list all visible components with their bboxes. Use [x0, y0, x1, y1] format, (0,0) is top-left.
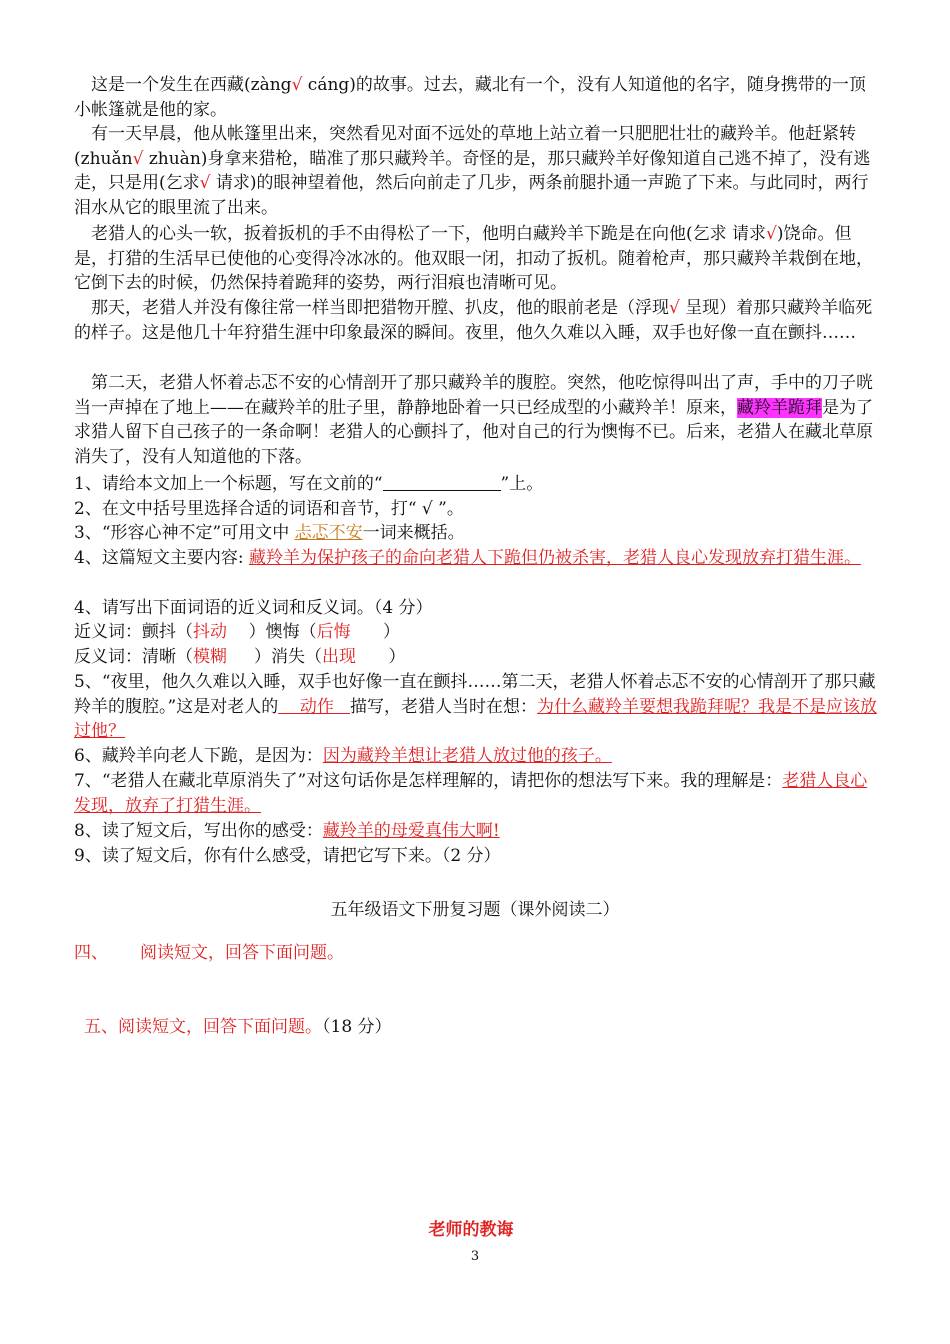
text: 请求)的眼神望着他，然后向前走了几步，两条前腿扑通一声跪了下来。与此同时，两行泪水从它的眼里流了出来。: [74, 173, 869, 218]
label: 反义词：清晰（: [74, 647, 193, 667]
question-text: ”上。: [500, 474, 544, 494]
answer: 因为藏羚羊想让老猎人放过他的孩子。: [322, 746, 612, 766]
question-text: 3、“形容心神不定”可用文中: [74, 523, 295, 543]
answer: 动作: [278, 696, 351, 717]
check-mark: √: [669, 298, 680, 318]
answer: 忐忑不安: [294, 523, 363, 543]
question-2: 2、在文中括号里选择合适的词语和音节，打“ √ ”。: [74, 499, 464, 519]
check-mark: √: [766, 224, 777, 244]
paragraph-2: [74, 122, 882, 220]
paragraph-5: [74, 371, 882, 469]
highlighted-phrase: 藏羚羊跪拜: [737, 397, 822, 418]
paragraph-4: [74, 296, 882, 345]
question-4: [74, 546, 882, 571]
page-number: 3: [470, 1249, 480, 1264]
part-5-heading: [84, 1015, 392, 1039]
part-text: 五、阅读短文，回答下面问题。: [84, 1017, 322, 1037]
text: )饶命。但是，打猎的生活早已使他的心变得冷冰冰的。他双眼一闭，扣动了扳机。随着枪声，那只藏羚羊栽倒在地，它倒下去的时候，仍然保持着跪拜的姿势，两行泪痕也清晰可见。: [74, 224, 873, 293]
part-text: 阅读短文，回答下面问题。: [140, 943, 344, 963]
question-text: 描写，老猎人当时在想：: [350, 696, 538, 717]
question-text: 7、“老猎人在藏北草原消失了”对这句话你是怎样理解的，请把你的想法写下来。我的理解是：: [74, 771, 783, 791]
answer: 出现: [322, 647, 357, 667]
paragraph-3: [74, 222, 882, 296]
section-title: 五年级语文下册复习题（课外阅读二）: [330, 900, 620, 920]
question-7: [74, 769, 882, 818]
question-text: 6、藏羚羊向老人下跪，是因为：: [74, 746, 323, 766]
label: ）: [356, 647, 406, 667]
text: 有一天早晨，他从帐篷里出来，突然看见对面不远处的草地上站立着一只肥肥壮壮的藏羚羊。他赶紧转(zhuǎn: [74, 124, 856, 169]
answer-blank: [383, 474, 501, 491]
question-9: 9、读了短文后，你有什么感受，请把它写下来。（2 分）: [74, 846, 501, 866]
text: zhuàn)身拿来猎枪，瞄准了那只藏羚羊。奇怪的是，那只藏羚羊好像知道自己逃不掉了，没有逃走，只是用(乞求: [74, 148, 871, 193]
question-text: 8、读了短文后，写出你的感受：: [74, 821, 323, 841]
label: 近义词：颤抖（: [74, 622, 193, 642]
paragraph-1: [74, 73, 882, 122]
check-mark: √: [199, 173, 211, 193]
text: 那天，老猎人并没有像往常一样当即把猎物开膛、扒皮，他的眼前老是（浮现: [91, 298, 669, 318]
question-text: 一词来概括。: [362, 523, 465, 543]
label: ）: [350, 622, 401, 642]
antonym-line: [74, 645, 405, 669]
part-4-heading: [74, 941, 344, 965]
part-score: （18 分）: [322, 1017, 392, 1037]
question-text: 5、“夜里，他久久难以入睡，双手也好像一直在颤抖……第二天，老猎人怀着忐忑不安的心情剖开了那只藏羚羊的腹腔。”这是对老人的: [74, 672, 876, 717]
answer: 模糊: [193, 647, 227, 667]
answer: 藏羚羊为保护孩子的命向老猎人下跪但仍被杀害，老猎人良心发现放弃打猎生涯。: [248, 548, 861, 568]
answer: 为什么藏羚羊要想我跪拜呢？我是不是应该放过他？: [74, 696, 878, 741]
text: 呈现）着那只藏羚羊临死的样子。这是他几十年狩猎生涯中印象最深的瞬间。夜里，他久久难以入睡，双手也好像一直在颤抖……: [74, 298, 873, 343]
answer: 后悔: [316, 622, 351, 642]
check-mark: √: [291, 75, 303, 95]
question-4b: 4、请写出下面词语的近义词和反义词。（4 分）: [74, 598, 433, 618]
text: 这是一个发生在西藏(zàng: [91, 75, 292, 95]
text: 是为了求猎人留下自己孩子的一条命啊！老猎人的心颤抖了，他对自己的行为懊悔不已。后来，老猎人在藏北草原消失了，没有人知道他的下落。: [74, 397, 873, 467]
text: 老猎人的心头一软，扳着扳机的手不由得松了一下，他明白藏羚羊下跪是在向他(乞求 请求: [91, 224, 767, 244]
label: ）消失（: [227, 647, 323, 667]
answer: 老猎人良心发现，放弃了打猎生涯。: [74, 771, 868, 816]
question-1: [74, 472, 543, 496]
part-number: 四、: [74, 943, 108, 963]
synonym-line: [74, 620, 400, 644]
essay-title: 老师的教诲: [428, 1220, 514, 1240]
text: 第二天，老猎人怀着忐忑不安的心情剖开了那只藏羚羊的腹腔。突然，他吃惊得叫出了声，手中的刀子咣当一声掉在了地上——在藏羚羊的肚子里，静静地卧着一只已经成型的小藏羚羊！原来，: [74, 373, 873, 418]
text: cáng)的故事。过去，藏北有一个，没有人知道他的名字，随身携带的一顶小帐篷就是他的家。: [74, 75, 866, 120]
check-mark: √: [132, 148, 144, 169]
question-text: 1、请给本文加上一个标题，写在文前的“: [74, 474, 383, 494]
question-3: [74, 521, 465, 545]
label: ）懊悔（: [227, 622, 317, 642]
answer: 抖动: [193, 622, 227, 642]
question-text: 4、这篇短文主要内容:: [74, 548, 249, 568]
question-6: [74, 744, 612, 768]
answer: 藏羚羊的母爱真伟大啊!: [322, 821, 500, 841]
question-5: [74, 670, 882, 744]
question-8: [74, 819, 500, 843]
